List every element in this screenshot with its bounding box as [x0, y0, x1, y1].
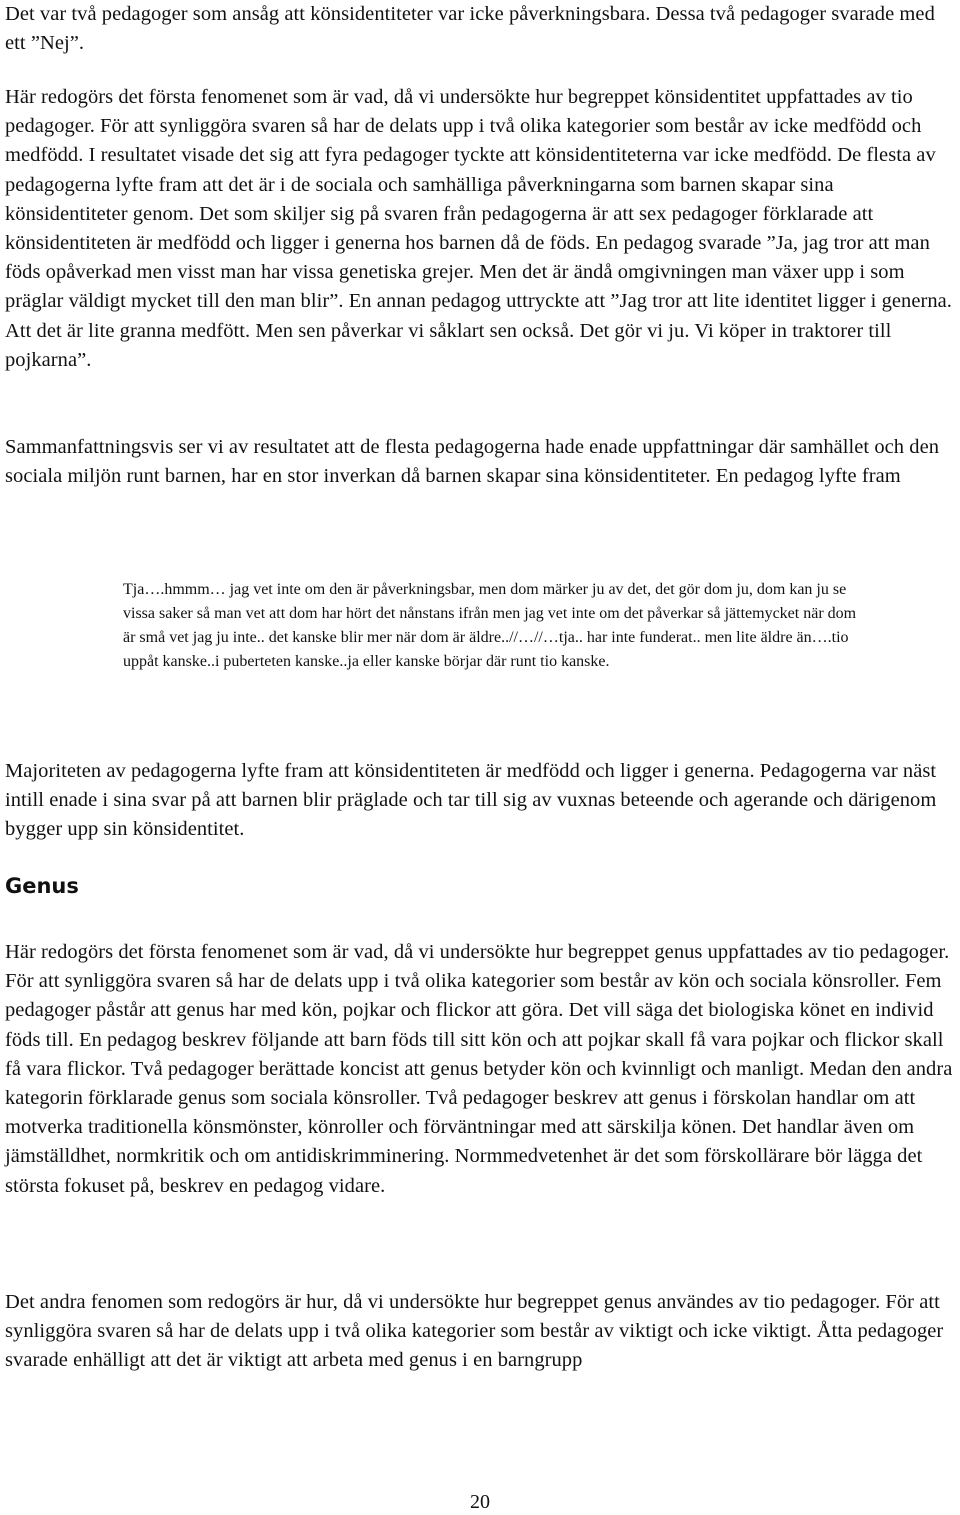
paragraph-1: Det var två pedagoger som ansåg att könsidentiteter var icke påverkningsbara. Dessa två pedagoger svarade med ett ”Nej”. — [5, 3, 935, 55]
paragraph-5: Här redogörs det första fenomenet som är vad, då vi undersökte hur begreppet genus uppfattades av tio pedagoger. För att synliggöra svaren så har de delats upp i två olika kategorier som består av kön och sociala könsroller. Fem pedagoger påstår att genus har med kön, pojkar och flickor att göra. Det vill säga det biologiska könet en individ föds till. En pedagog beskrev följande att barn föds till sitt kön och att pojkar skall få vara pojkar och flickor skall få vara flickor. Två pedagoger berättade koncist att genus betyder kön och kvinnligt och manligt. Medan den andra kategorin förklarade genus som sociala könsroller. Två pedagoger beskrev att genus i förskolan handlar om att motverka traditionella könsmönster, könroller och förväntningar med att särskilja könen. Det handlar även om jämställdhet, normkritik och om antidiskrimminering. Normmedvetenhet är det som förskollärare bör lägga det största fokuset på, beskrev en pedagog vidare. — [5, 941, 953, 1197]
page-number: 20 — [470, 1491, 490, 1513]
paragraph-4: Majoriteten av pedagogerna lyfte fram att könsidentiteten är medfödd och ligger i generna. Pedagogerna var näst intill enade i sina svar på att barnen blir präglade och tar till sig av vuxnas beteende och agerande och därigenom bygger upp sin könsidentitet. — [5, 760, 937, 841]
paragraph-6: Det andra fenomen som redogörs är hur, då vi undersökte hur begreppet genus användes av tio pedagoger. För att synliggöra svaren så har de delats upp i två olika kategorier som består av viktigt och icke viktigt. Åtta pedagoger svarade enhälligt att det är viktigt att arbeta med genus i en barngrupp — [5, 1291, 944, 1372]
section-heading-genus: Genus — [5, 874, 79, 898]
paragraph-2: Här redogörs det första fenomenet som är vad, då vi undersökte hur begreppet könsidentitet uppfattades av tio pedagoger. För att synliggöra svaren så har de delats upp i två olika kategorier som består av icke medfödd och medfödd. I resultatet visade det sig att fyra pedagoger tyckte att könsidentiteterna var icke medfödd. De flesta av pedagogerna lyfte fram att det är i de sociala och samhälliga påverkningarna som barnen skapar sina könsidentiteter genom. Det som skiljer sig på svaren från pedagogerna är att sex pedagoger förklarade att könsidentiteten är medfödd och ligger i generna hos barnen då de föds. En pedagog svarade ”Ja, jag tror att man föds opåverkad men visst man har vissa genetiska grejer. Men det är ändå omgivningen man växer upp i som präglar väldigt mycket till den man blir”. En annan pedagog uttryckte att ”Jag tror att lite identitet ligger i generna. Att det är lite granna medfött. Men sen påverkar vi såklart sen också. Det gör vi ju. Vi köper in traktorer till pojkarna”. — [5, 86, 952, 371]
paragraph-3: Sammanfattningsvis ser vi av resultatet att de flesta pedagogerna hade enade uppfattningar där samhället och den sociala miljön runt barnen, har en stor inverkan då barnen skapar sina könsidentiteter. En pedagog lyfte fram — [5, 436, 940, 488]
block-quote: Tja….hmmm… jag vet inte om den är påverkningsbar, men dom märker ju av det, det gör dom ju, dom kan ju se vissa saker så man vet att dom har hört det nånstans ifrån men jag vet inte om det påverkar så jättemycket när dom är små vet jag ju inte.. det kanske blir mer när dom är äldre..//…//…tja.. har inte funderat.. men lite äldre än….tio uppåt kanske..i puberteten kanske..ja eller kanske börjar där runt tio kanske. — [123, 581, 857, 670]
